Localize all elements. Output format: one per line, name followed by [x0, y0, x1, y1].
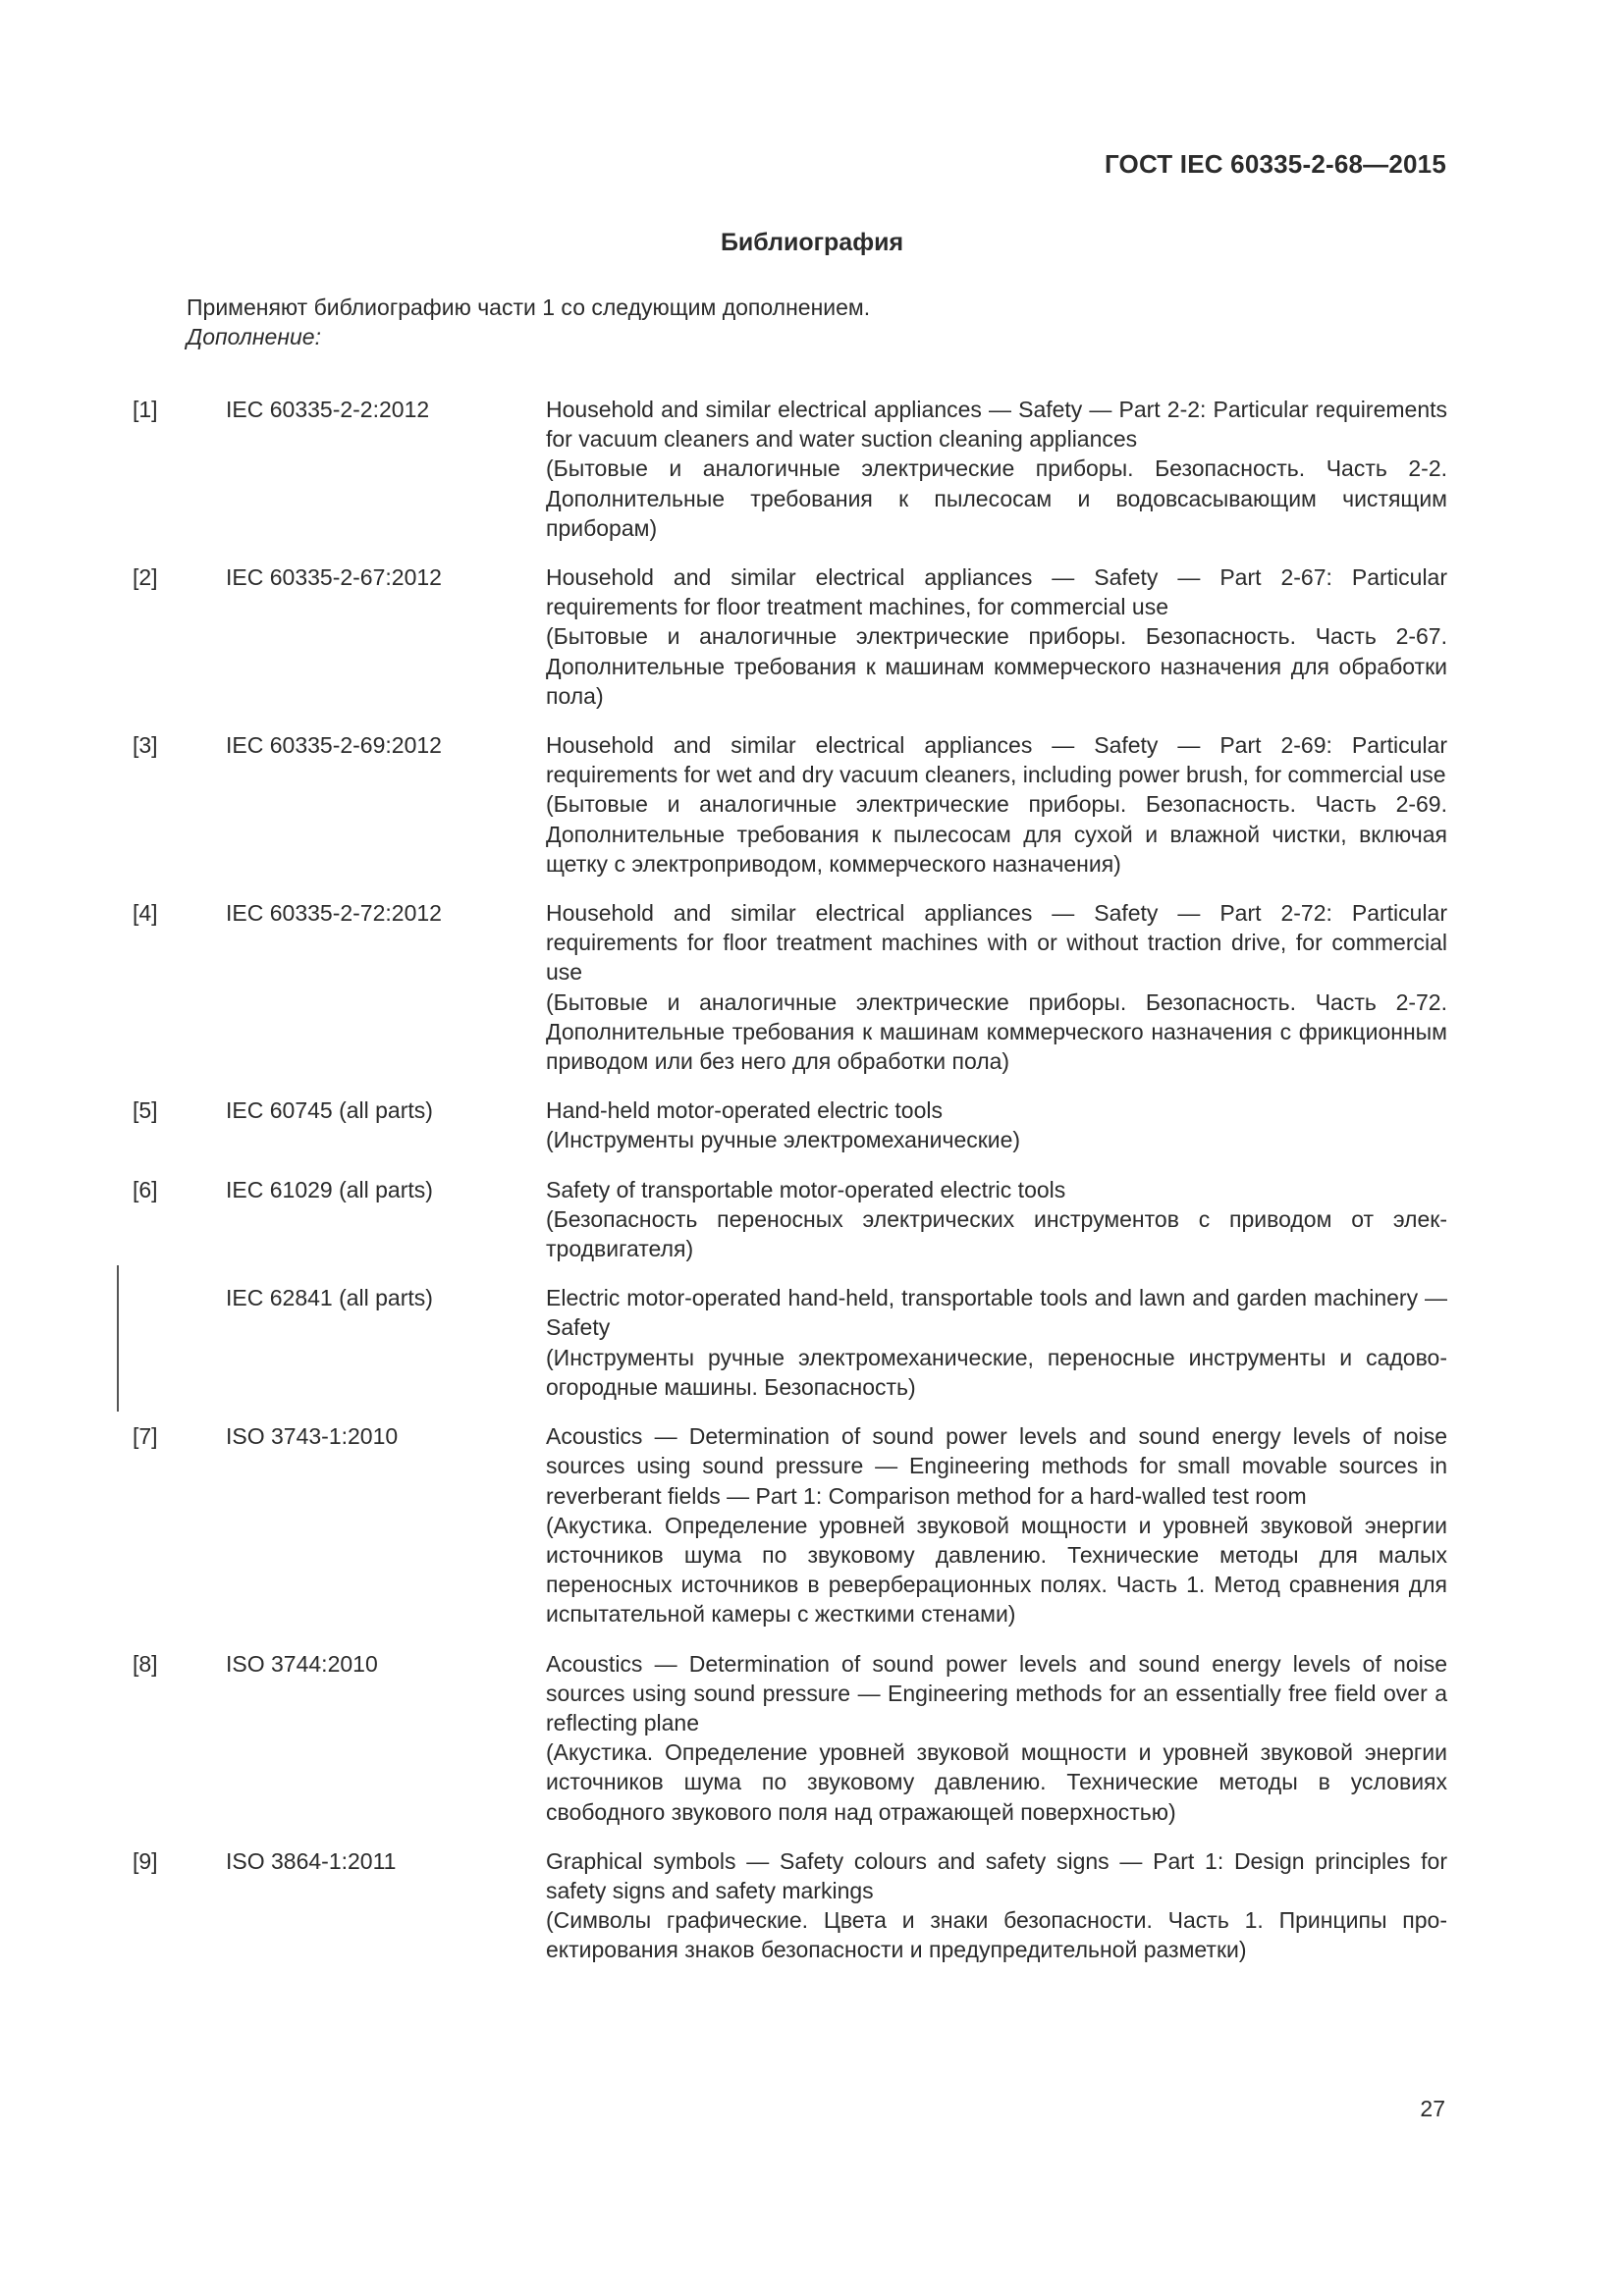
entry-description [546, 1175, 1447, 1264]
intro-text: Применяют библиографию части 1 со следующим дополнением. [187, 294, 871, 320]
entry-description [546, 1421, 1447, 1629]
entry-title-en: Hand-held motor-operated electric tools [546, 1097, 943, 1124]
bibliography-entry-5 [0, 1095, 1624, 1154]
entry-description [546, 1095, 1447, 1154]
bibliography-entry-1 [0, 395, 1624, 543]
entry-number: [2] [133, 564, 158, 591]
entry-reference: ISO 3864-1:2011 [226, 1847, 397, 1874]
entry-reference: ISO 3744:2010 [226, 1650, 378, 1677]
entry-description [546, 1649, 1447, 1827]
entry-title-ru: (Символы графические. Цвета и знаки безопасности. Часть 1. Принципы проектирования знаков безопасности и предупредительной разметки) [546, 1907, 1447, 1963]
entry-title-en: Household and similar electrical appliances — Safety — Part 2-72: Particular requirements for floor treatment machines with or without traction drive, for commercial use [546, 900, 1447, 986]
entry-reference: IEC 60335-2-69:2012 [226, 732, 442, 759]
entry-title-ru: (Бытовые и аналогичные электрические приборы. Безопасность. Часть 2-69. Дополнительные требования к пылесосам для сухой и влажной чистки, включая щетку с электроприводом, коммерческого назначения) [546, 791, 1447, 877]
bibliography-entry-4 [0, 898, 1624, 1076]
entry-title-ru: (Инструменты ручные электромеханические, переносные инструменты и садово-огородные машины. Безопасность) [546, 1344, 1447, 1400]
entry-title-en: Acoustics — Determination of sound power levels and sound energy levels of noise sources using sound pressure — Engineering methods for an essentially free field over a reflecting plane [546, 1650, 1447, 1735]
entry-reference: IEC 60745 (all parts) [226, 1097, 433, 1124]
entry-number [0, 1283, 134, 1402]
document-code: ГОСТ IEC 60335-2-68—2015 [1104, 149, 1446, 179]
entry-title-ru: (Бытовые и аналогичные электрические приборы. Безопасность. Часть 2-72. Дополнительные требования к машинам коммерческого назначения с фрикционным приводом или без него для обработки пола) [546, 988, 1447, 1075]
entry-number: [5] [133, 1097, 158, 1124]
bibliography-entry-9 [0, 1846, 1624, 1965]
entry-title-en: Electric motor-operated hand-held, transportable tools and lawn and garden machinery — Safety [546, 1285, 1447, 1341]
entry-description [546, 730, 1447, 879]
entry-reference: IEC 60335-2-2:2012 [226, 397, 430, 422]
entry-title-ru: (Инструменты ручные электромеханические) [546, 1127, 1021, 1153]
entry-title-ru: (Акустика. Определение уровней звуковой мощности и уровней звуковой энергии источников шума по звуковому давлению. Технические методы в условиях свободного звукового поля над отражающей поверхностью) [546, 1739, 1447, 1825]
entry-description [546, 1846, 1447, 1965]
bibliography-list [0, 395, 1624, 1985]
bibliography-entry-6a [0, 1283, 1624, 1402]
entry-number: [7] [133, 1423, 158, 1450]
entry-title-ru: (Бытовые и аналогичные электрические приборы. Безопасность. Часть 2-67. Дополнительные требования к машинам коммерческого назначения для обработки пола) [546, 623, 1447, 709]
entry-reference: IEC 60335-2-72:2012 [226, 900, 442, 927]
bibliography-entry-8 [0, 1649, 1624, 1827]
entry-description [546, 562, 1447, 711]
addition-label: Дополнение: [187, 324, 321, 349]
entry-title-en: Household and similar electrical appliances — Safety — Part 2-69: Particular requirements for wet and dry vacuum cleaners, including power brush, for commercial use [546, 732, 1447, 788]
entry-title-en: Household and similar electrical appliances — Safety — Part 2-2: Particular requirements for vacuum cleaners and water suction cleaning appliances [546, 397, 1447, 453]
entry-reference: IEC 61029 (all parts) [226, 1176, 433, 1202]
entry-title-ru: (Бытовые и аналогичные электрические приборы. Безопасность. Часть 2-2. Дополнительные требования к пылесосам и водовсасывающим чистящим приборам) [546, 455, 1447, 541]
page-title: Библиография [720, 229, 904, 256]
entry-title-ru: (Безопасность переносных электрических инструментов с приводом от электродвигателя) [546, 1205, 1447, 1262]
entry-description [546, 1283, 1447, 1402]
entry-description [546, 898, 1447, 1076]
bibliography-entry-7 [0, 1421, 1624, 1629]
entry-title-en: Safety of transportable motor-operated electric tools [546, 1176, 1066, 1202]
bibliography-entry-3 [0, 730, 1624, 879]
bibliography-entry-6 [0, 1175, 1624, 1264]
entry-number: [3] [133, 732, 158, 759]
entry-reference: IEC 60335-2-67:2012 [226, 564, 442, 591]
entry-reference: IEC 62841 (all parts) [226, 1285, 433, 1311]
entry-title-en: Acoustics — Determination of sound power levels and sound energy levels of noise sources using sound pressure — Engineering methods for small movable sources in reverberant fields — Part 1: Comparison method for a hard-walled test room [546, 1423, 1447, 1509]
entry-number: [9] [133, 1847, 158, 1874]
entry-title-ru: (Акустика. Определение уровней звуковой мощности и уровней звуковой энергии источников шума по звуковому давлению. Технические методы для малых переносных источников в реверберационных полях. Часть 1. Метод сравнения для испытательной камеры с жесткими стенами) [546, 1512, 1447, 1628]
entry-title-en: Graphical symbols — Safety colours and safety signs — Part 1: Design principles for safety signs and safety markings [546, 1847, 1447, 1903]
entry-title-en: Household and similar electrical appliances — Safety — Part 2-67: Particular requirements for floor treatment machines, for commercial use [546, 564, 1447, 620]
page-number: 27 [1420, 2096, 1445, 2121]
bibliography-entry-2 [0, 562, 1624, 711]
entry-number: [1] [133, 397, 158, 422]
entry-number: [8] [133, 1650, 158, 1677]
entry-number: [4] [133, 900, 158, 927]
entry-reference: ISO 3743-1:2010 [226, 1423, 399, 1450]
intro-paragraph [187, 293, 870, 351]
entry-number: [6] [133, 1176, 158, 1202]
entry-description [546, 395, 1447, 543]
